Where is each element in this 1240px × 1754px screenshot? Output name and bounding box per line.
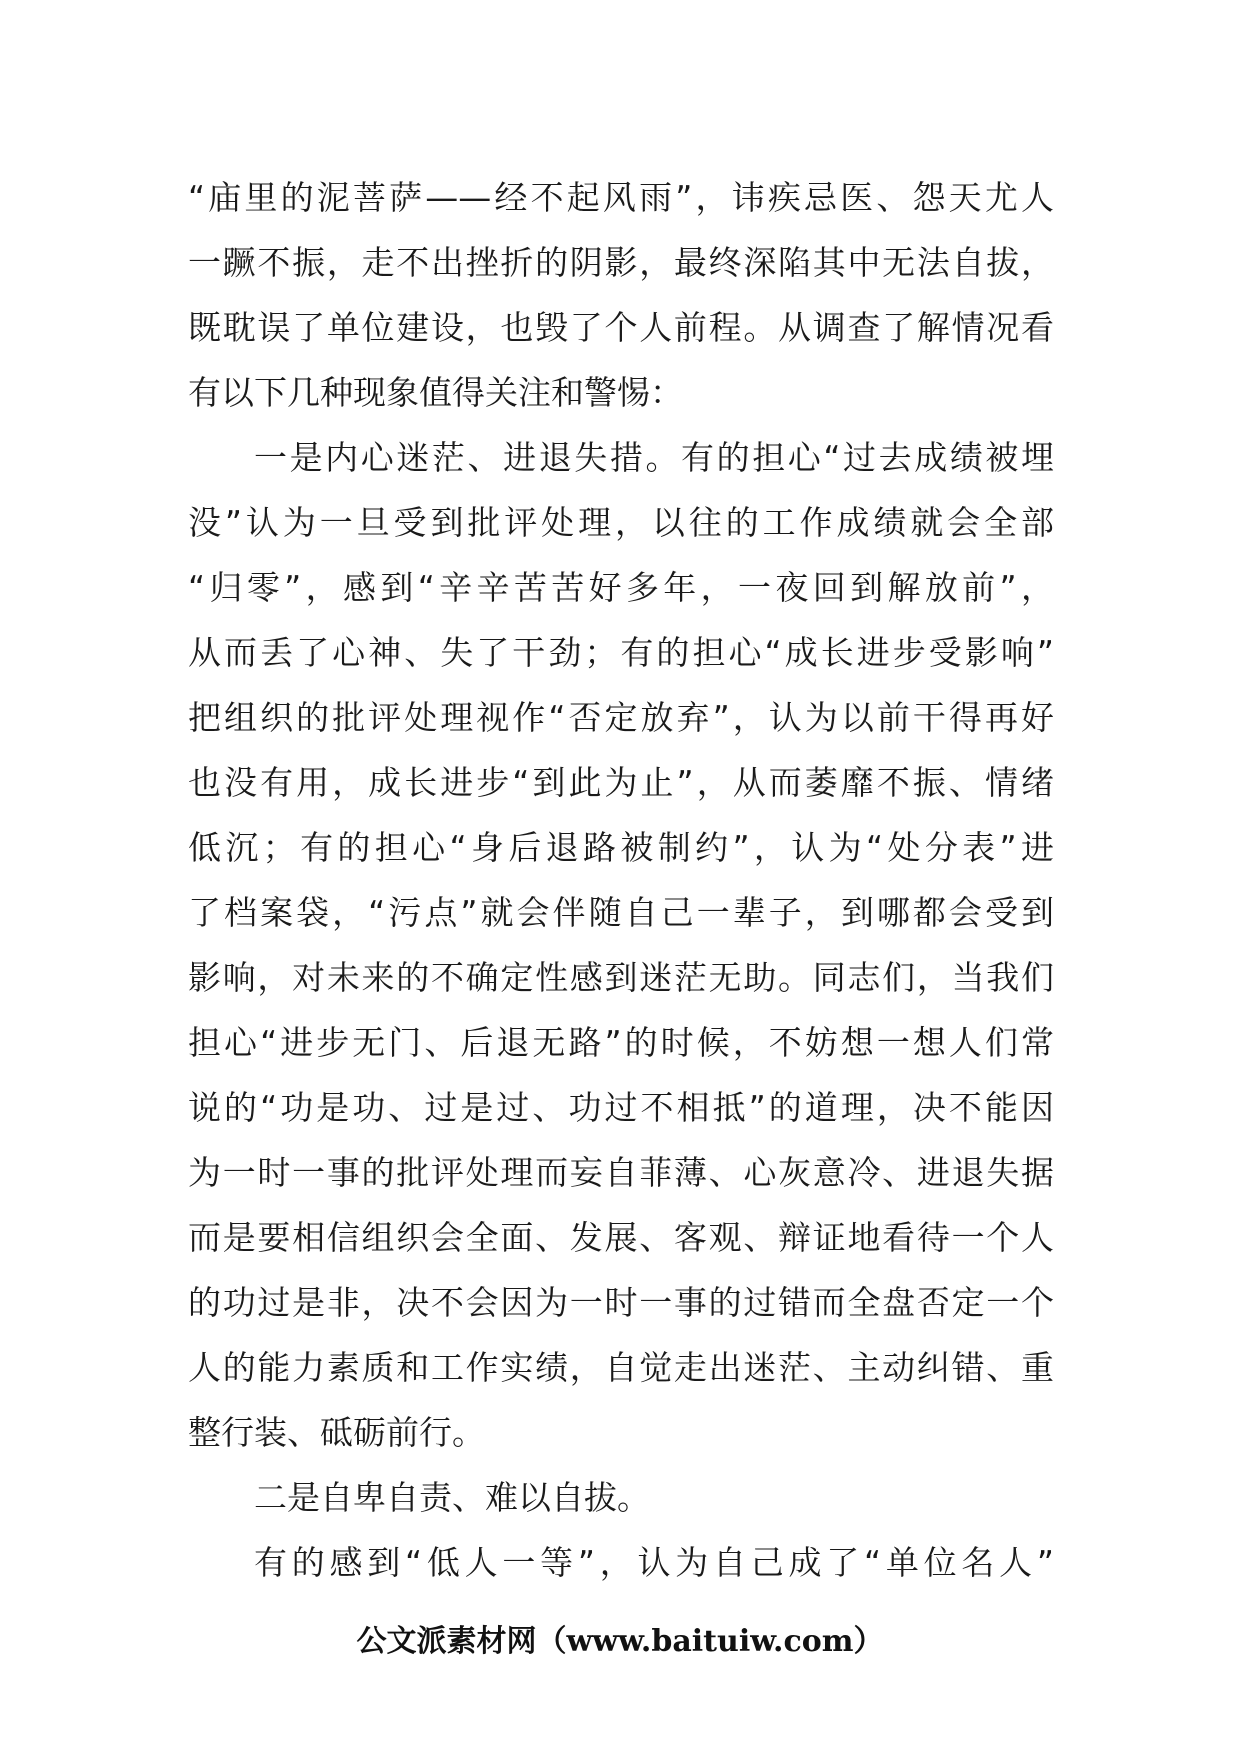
text-line: 有以下几种现象值得关注和警惕： bbox=[188, 373, 683, 412]
text-line: 整行装、砥砺前行。 bbox=[188, 1413, 485, 1452]
page-footer: 公文派素材网（www.baituiw.com） bbox=[356, 1624, 884, 1659]
text-line: 担心“进步无门、后退无路”的时候，不妨想一想人们常 bbox=[188, 1023, 1054, 1062]
text-line: 而是要相信组织会全面、发展、客观、辩证地看待一个人 bbox=[188, 1218, 1054, 1257]
text-line: 从而丢了心神、失了干劲；有的担心“成长进步受影响” bbox=[188, 633, 1054, 672]
text-line: 一是内心迷茫、进退失措。有的担心“过去成绩被埋 bbox=[254, 438, 1054, 477]
text-line: 一蹶不振，走不出挫折的阴影，最终深陷其中无法自拔， bbox=[188, 243, 1054, 282]
text-line: “归零”，感到“辛辛苦苦好多年，一夜回到解放前”， bbox=[188, 568, 1054, 607]
text-line: 人的能力素质和工作实绩，自觉走出迷茫、主动纠错、重 bbox=[188, 1348, 1054, 1387]
text-line: 说的“功是功、过是过、功过不相抵”的道理，决不能因 bbox=[188, 1088, 1054, 1127]
text-line: 的功过是非，决不会因为一时一事的过错而全盘否定一个 bbox=[188, 1283, 1054, 1322]
section-heading: 二是自卑自责、难以自拔。 bbox=[254, 1478, 650, 1517]
text-line: 把组织的批评处理视作“否定放弃”，认为以前干得再好 bbox=[188, 698, 1054, 737]
text-line: 有的感到“低人一等”，认为自己成了“单位名人” bbox=[254, 1543, 1054, 1582]
text-line: “庙里的泥菩萨——经不起风雨”，讳疾忌医、怨天尤人 bbox=[188, 178, 1054, 217]
text-line: 既耽误了单位建设，也毁了个人前程。从调查了解情况看 bbox=[188, 308, 1054, 347]
text-line: 影响，对未来的不确定性感到迷茫无助。同志们，当我们 bbox=[188, 958, 1054, 997]
text-line: 低沉；有的担心“身后退路被制约”，认为“处分表”进 bbox=[188, 828, 1054, 867]
text-line: 了档案袋，“污点”就会伴随自己一辈子，到哪都会受到 bbox=[188, 893, 1054, 932]
body-text bbox=[188, 165, 1054, 1595]
text-line: 也没有用，成长进步“到此为止”，从而萎靡不振、情绪 bbox=[188, 763, 1054, 802]
text-line: 为一时一事的批评处理而妄自菲薄、心灰意冷、进退失据 bbox=[188, 1153, 1054, 1192]
text-line: 没”认为一旦受到批评处理，以往的工作成绩就会全部 bbox=[188, 503, 1054, 542]
